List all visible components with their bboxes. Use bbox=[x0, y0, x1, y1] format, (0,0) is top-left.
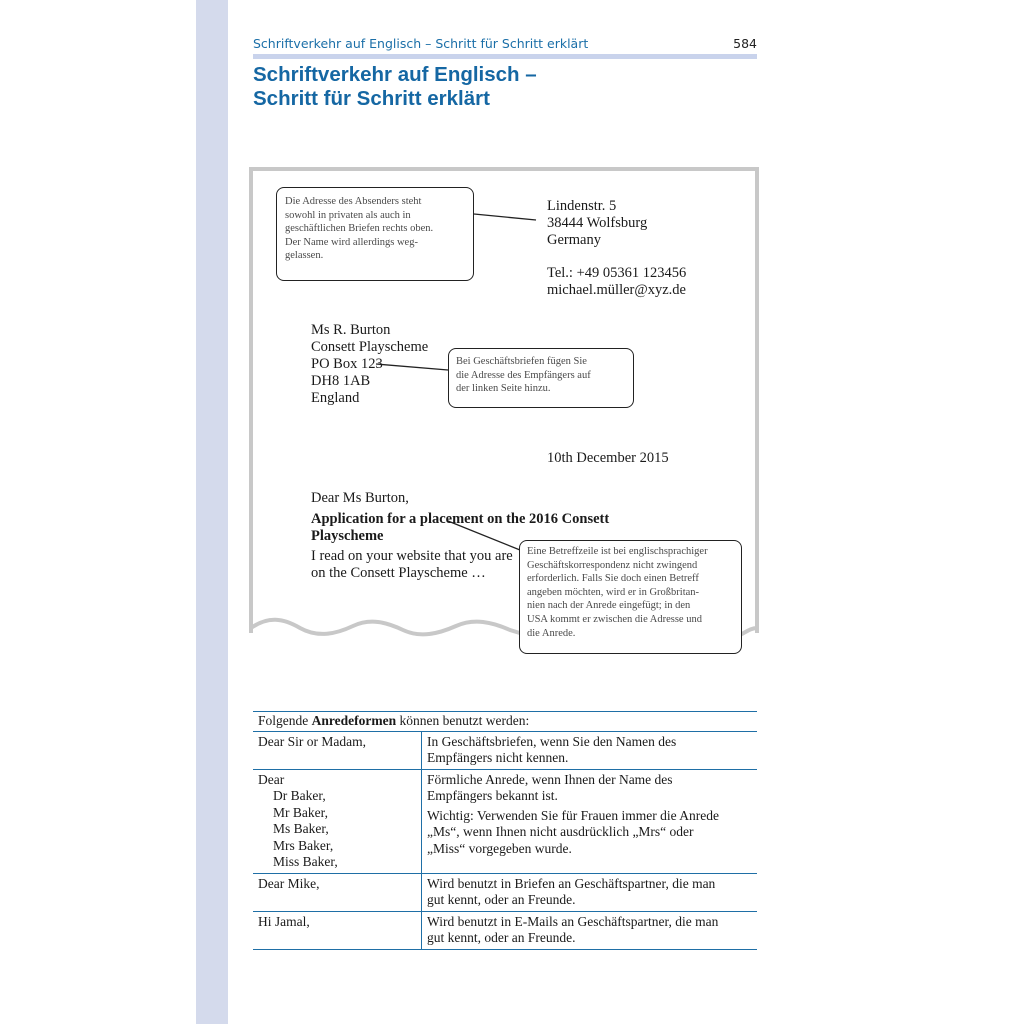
description-line: Wird benutzt in Briefen an Geschäftspartner, die man bbox=[427, 875, 716, 891]
sender-country: Germany bbox=[547, 232, 601, 248]
salutation-description bbox=[422, 769, 758, 873]
salutation-form-dear: Dear bbox=[258, 771, 285, 787]
intro-text: Folgende bbox=[258, 713, 312, 728]
description-line: gut kennt, oder an Freunde. bbox=[427, 930, 576, 945]
description-line: „Ms“, wenn Ihnen nicht ausdrücklich „Mrs“ oder bbox=[427, 824, 694, 839]
sender-address bbox=[547, 198, 647, 249]
sender-street: Lindenstr. 5 bbox=[547, 198, 617, 214]
letter-body-line1: I read on your website that you are bbox=[311, 548, 513, 564]
sender-phone: Tel.: +49 05361 123456 bbox=[547, 265, 687, 281]
description-line: Förmliche Anrede, wenn Ihnen der Name des bbox=[427, 771, 673, 787]
note-line: Geschäftskorrespondenz nicht zwingend bbox=[527, 559, 698, 571]
letter-subject-line1: Application for a placement on the 2016 Consett bbox=[311, 511, 610, 527]
intro-text: können benutzt werden: bbox=[396, 713, 530, 728]
recipient-address-note bbox=[448, 348, 634, 408]
note-line: nien nach der Anrede eingefügt; in den bbox=[527, 600, 691, 612]
page-side-band bbox=[196, 0, 228, 1024]
table-row bbox=[253, 731, 757, 769]
note-line: Der Name wird allerdings weg- bbox=[285, 236, 418, 248]
letter-subject-line2: Playscheme bbox=[311, 528, 384, 544]
header-rule bbox=[253, 54, 757, 59]
description-line: In Geschäftsbriefen, wenn Sie den Namen des bbox=[427, 733, 677, 749]
salutation-subform: Mr Baker, bbox=[273, 804, 328, 820]
salutation-form bbox=[253, 769, 422, 873]
note-line: geschäftlichen Briefen rechts oben. bbox=[285, 223, 434, 235]
table-row bbox=[253, 873, 757, 911]
salutation-subform: Mrs Baker, bbox=[273, 837, 334, 853]
salutation-form: Dear Mike, bbox=[253, 873, 422, 911]
letter-body bbox=[311, 548, 513, 582]
running-title: Schriftverkehr auf Englisch – Schritt für Schritt erklärt bbox=[253, 36, 589, 51]
salutation-description bbox=[422, 731, 758, 769]
subject-line-note bbox=[519, 540, 742, 654]
salutation-description bbox=[422, 911, 758, 949]
page-number: 584 bbox=[733, 36, 757, 51]
salutation-form: Dear Sir or Madam, bbox=[253, 731, 422, 769]
description-line: „Miss“ vorgegeben wurde. bbox=[427, 840, 572, 856]
note-line: der linken Seite hinzu. bbox=[456, 383, 551, 395]
recipient-postcode: DH8 1AB bbox=[311, 373, 371, 389]
note-line: Bei Geschäftsbriefen fügen Sie bbox=[456, 356, 587, 367]
note-line: USA kommt er zwischen die Adresse und bbox=[527, 613, 702, 625]
salutation-description bbox=[422, 873, 758, 911]
table-row bbox=[253, 911, 757, 949]
description-line: Empfängers nicht kennen. bbox=[427, 750, 569, 765]
note-line: die Adresse des Empfängers auf bbox=[456, 369, 591, 381]
intro-bold-term: Anredeformen bbox=[311, 713, 397, 728]
sender-contact bbox=[547, 265, 686, 299]
recipient-country: England bbox=[311, 390, 360, 406]
sender-email: michael.müller@xyz.de bbox=[547, 282, 686, 298]
letter-salutation: Dear Ms Burton, bbox=[311, 490, 409, 506]
salutation-subform: Ms Baker, bbox=[273, 821, 329, 836]
page-title-line1: Schriftverkehr auf Englisch – bbox=[253, 63, 537, 86]
table-row bbox=[253, 769, 757, 873]
salutation-form: Hi Jamal, bbox=[253, 911, 422, 949]
table-intro-row bbox=[253, 712, 757, 732]
running-header bbox=[253, 36, 757, 52]
sender-connector-line bbox=[474, 214, 536, 220]
note-line: sowohl in privaten als auch in bbox=[285, 209, 411, 221]
letter-date: 10th December 2015 bbox=[547, 450, 669, 466]
page-title-line2: Schritt für Schritt erklärt bbox=[253, 87, 490, 110]
recipient-name: Ms R. Burton bbox=[311, 322, 391, 338]
note-line: die Anrede. bbox=[527, 627, 576, 639]
description-line: gut kennt, oder an Freunde. bbox=[427, 892, 576, 907]
sender-address-note bbox=[276, 187, 474, 281]
note-line: erforderlich. Falls Sie doch einen Betreff bbox=[527, 573, 699, 585]
sender-city: 38444 Wolfsburg bbox=[547, 215, 648, 231]
table-intro bbox=[253, 712, 757, 732]
note-line: Die Adresse des Absenders steht bbox=[285, 196, 422, 207]
note-line: gelassen. bbox=[285, 250, 324, 262]
note-line: angeben möchten, wird er in Großbritan- bbox=[527, 586, 700, 598]
salutation-subform: Dr Baker, bbox=[273, 788, 326, 803]
note-line: Eine Betreffzeile ist bei englischsprachiger bbox=[527, 546, 708, 557]
description-line: Wichtig: Verwenden Sie für Frauen immer die Anrede bbox=[427, 807, 719, 823]
recipient-organisation: Consett Playscheme bbox=[311, 339, 429, 355]
recipient-po-box: PO Box 123 bbox=[311, 356, 383, 372]
description-line: Wird benutzt in E-Mails an Geschäftspartner, die man bbox=[427, 913, 719, 929]
letter-body-line2: on the Consett Playscheme … bbox=[311, 565, 486, 581]
salutation-subform: Miss Baker, bbox=[273, 854, 338, 869]
recipient-address bbox=[311, 322, 428, 407]
description-line: Empfängers bekannt ist. bbox=[427, 788, 558, 803]
salutation-forms-table bbox=[253, 711, 757, 950]
page-title bbox=[253, 63, 757, 111]
